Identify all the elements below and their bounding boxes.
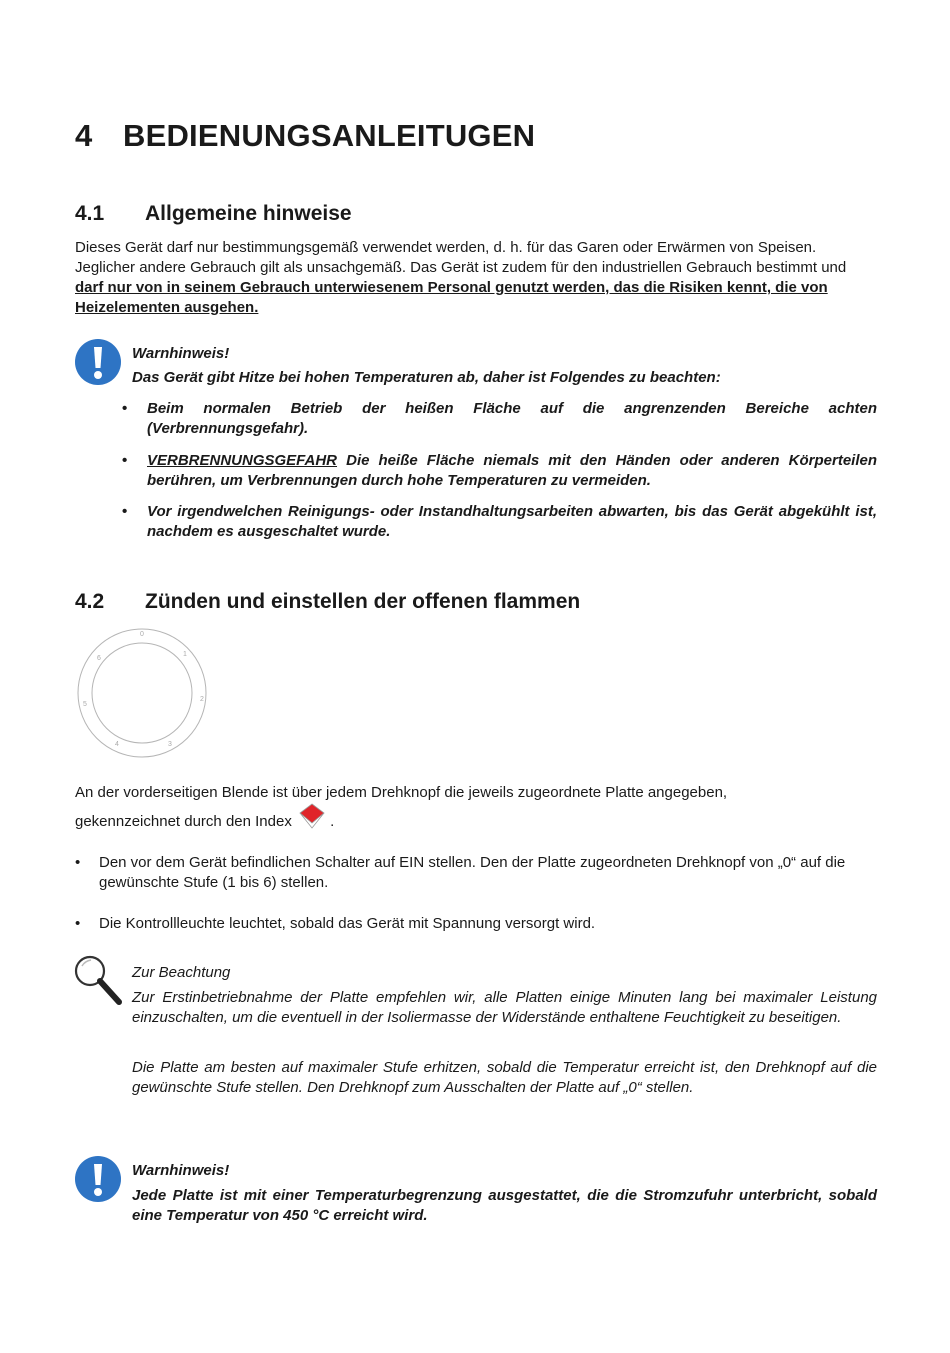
section-heading-4-1: [75, 202, 352, 226]
bullet-symbol: •: [122, 503, 128, 520]
dial-label-0: 0: [140, 631, 144, 638]
ignition-bullet-1: [75, 853, 875, 893]
warning-bullet-2-text: Die heiße Fläche niemals mit den Händen oder anderen Körperteilen berühren, um Verbrennungen durch hohe Temperaturen zu vermeiden.: [147, 452, 877, 489]
bullet-symbol: •: [122, 452, 128, 469]
chapter-number: 4: [75, 118, 93, 153]
warning2-label: Warnhinweis!: [132, 1162, 230, 1179]
warning-bullet-2: [122, 451, 877, 491]
general-paragraph: [75, 238, 875, 318]
warning-bullet-text: Beim normalen Betrieb der heißen Fläche auf die angrenzenden Bereiche achten (Verbrennungsgefahr).: [147, 400, 877, 437]
section-title: Allgemeine hinweise: [145, 202, 352, 225]
ignition-bullet-2: [75, 914, 875, 934]
dial-label-2: 2: [200, 696, 204, 703]
general-paragraph-text: Dieses Gerät darf nur bestimmungsgemäß verwendet werden, d. h. für das Garen oder Erwärmen von Speisen. Jeglicher andere Gebrauch gilt als unsachgemäß. Das Gerät ist zudem für den industriellen Gebrauch bestimmt und: [75, 239, 847, 276]
bullet-symbol: •: [75, 854, 81, 871]
dial-label-6: 6: [97, 655, 101, 662]
warning-bullet-text: Vor irgendwelchen Reinigungs- oder Instandhaltungsarbeiten abwarten, bis das Gerät abgekühlt ist, nachdem es ausgeschaltet wurde.: [147, 503, 877, 540]
section-number: 4.2: [75, 590, 105, 613]
burn-hazard-emphasis: VERBRENNUNGSGEFAHR: [147, 452, 338, 469]
index-paragraph-text: gekennzeichnet durch den Index: [75, 813, 292, 830]
index-marker-icon: [298, 803, 326, 829]
warning-bullet-text: [147, 451, 877, 491]
note-paragraph-1: Zur Erstinbetriebnahme der Platte empfehlen wir, alle Platten einige Minuten lang bei maximaler Leistung einzuschalten, um die eventuell in der Isoliermasse der Widerstände enthaltene Feuchtigkeit zu beseitigen.: [132, 989, 877, 1026]
bullet-symbol: •: [75, 915, 81, 932]
dial-label-4: 4: [115, 741, 119, 748]
warning-exclamation-icon: [74, 1155, 122, 1203]
warning-intro: Das Gerät gibt Hitze bei hohen Temperaturen ab, daher ist Folgendes zu beachten:: [132, 369, 721, 386]
general-paragraph-emphasis: darf nur von in seinem Gebrauch unterwiesenem Personal genutzt werden, das die Risiken kennt, die von Heizelementen ausgehen.: [75, 279, 828, 316]
chapter-title: [75, 118, 535, 154]
warning-exclamation-icon: [74, 338, 122, 386]
bullet-symbol: •: [122, 400, 128, 417]
warning-bullet-3: [122, 502, 877, 542]
dial-label-1: 1: [183, 651, 187, 658]
section-title: Zünden und einstellen der offenen flammen: [145, 590, 581, 613]
index-paragraph-end: .: [330, 813, 335, 830]
warning-bullet-1: [122, 399, 877, 439]
section-heading-4-2: [75, 590, 580, 614]
note-paragraph-2: Die Platte am besten auf maximaler Stufe erhitzen, sobald die Temperatur erreicht ist, den Drehknopf auf die gewünschte Stufe stellen. Den Drehknopf zum Ausschalten der Platte auf „0“ stellen.: [132, 1059, 877, 1096]
note-label: Zur Beachtung: [132, 964, 231, 981]
dial-label-3: 3: [168, 741, 172, 748]
dial-label-5: 5: [83, 701, 87, 708]
index-paragraph-line1: An der vorderseitigen Blende ist über jedem Drehknopf die jeweils zugeordnete Platte angegeben,: [75, 784, 728, 801]
control-dial-illustration: [75, 626, 209, 760]
ignition-bullet-text: Die Kontrollleuchte leuchtet, sobald das Gerät mit Spannung versorgt wird.: [99, 915, 596, 932]
warning-label: Warnhinweis!: [132, 345, 230, 362]
index-paragraph-line2: [75, 803, 875, 840]
section-number: 4.1: [75, 202, 105, 225]
chapter-title-text: BEDIENUNGSANLEITUGEN: [123, 118, 536, 153]
ignition-bullet-text: Den vor dem Gerät befindlichen Schalter auf EIN stellen. Den der Platte zugeordneten Drehknopf von „0“ auf die gewünschte Stufe (1 bis 6) stellen.: [99, 854, 846, 891]
warning2-text: Jede Platte ist mit einer Temperaturbegrenzung ausgestattet, die die Stromzufuhr unterbricht, sobald eine Temperatur von 450 °C erreicht wird.: [132, 1187, 877, 1224]
magnifier-icon: [73, 954, 123, 1006]
